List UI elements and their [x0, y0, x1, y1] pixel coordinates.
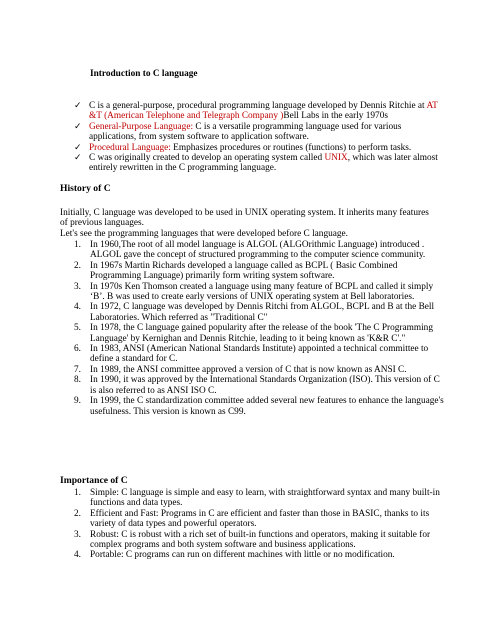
- intro-bullet-list: [70, 101, 442, 174]
- intro-bullet: [70, 122, 442, 143]
- history-paragraph-intro: Let's see the programming languages that were developed before C language.: [60, 229, 348, 239]
- history-item: 9. In 1999, the C standardization committee added several new features to enhance the language's usefulness. This version is known as C99.: [74, 396, 444, 417]
- checkmark-icon: ✓: [74, 101, 82, 111]
- checkmark-icon: ✓: [74, 153, 82, 164]
- intro-bullet: [70, 153, 442, 174]
- history-item: 2. In 1967s Martin Richards developed a language called as BCPL ( Basic Combined Programming Language) primarily form writing system software.: [74, 260, 398, 282]
- history-paragraph: Initially, C language was developed to be used in UNIX operating system. It inherits many features of previous languages.: [60, 208, 429, 229]
- document-title: Introduction to C language: [90, 69, 198, 79]
- checkmark-icon: ✓: [74, 121, 82, 132]
- history-item: 7. In 1989, the ANSI committee approved a version of C that is now known as ANSI C.: [74, 364, 407, 375]
- importance-item: 1. Simple: C language is simple and easy to learn, with straightforward syntax and many built-in functions and data types.: [74, 488, 440, 509]
- history-item: 6. In 1983, ANSI (American National Standards Institute) appointed a technical committee to define a standard for C.: [74, 344, 429, 365]
- checkmark-icon: ✓: [74, 142, 82, 153]
- history-item: 5. In 1978, the C language gained popularity after the release of the book 'The C Programming Language' by Kernighan and Dennis Ritchie, leading to it being known as 'K&R C'.": [74, 323, 433, 344]
- history-item: 4. In 1972, C language was developed by Dennis Ritchi from ALGOL, BCPL and B at the Bell Laboratories. Which referred as "Traditional C": [74, 302, 435, 323]
- history-item: 8. In 1990, it was approved by the International Standards Organization (ISO). This version of C is also referred to as ANSI ISO C.: [74, 375, 440, 396]
- importance-list: [60, 488, 444, 561]
- history-list: [60, 240, 444, 417]
- history-item: 3. In 1970s Ken Thomson created a language using many feature of BCPL and called it simply ‘B’. B was used to create early versions of UNIX operating system at Bell laboratories.: [74, 281, 434, 303]
- importance-heading: Importance of C: [60, 475, 128, 486]
- bullet-text: Procedural Language: Emphasizes procedures or routines (functions) to perform tasks.: [89, 142, 412, 153]
- history-item: 1. In 1960,The root of all model language is ALGOL (ALGOrithmic Language) introduced . ALGOL gave the concept of structured programming to the computer science community.: [74, 240, 426, 261]
- bullet-text: General-Purpose Language: C is a versatile programming language used for various applications, from system software to application software.: [89, 121, 402, 143]
- importance-item: 3. Robust: C is robust with a rich set of built-in functions and operators, making it suitable for complex programs and both system software and business applications.: [74, 529, 431, 551]
- bullet-text: C was originally created to develop an operating system called UNIX, which was later almost entirely rewritten in the C programming language.: [89, 153, 438, 174]
- history-heading: History of C: [60, 183, 111, 194]
- bullet-text: C is a general-purpose, procedural programming language developed by Dennis Ritchie at AT &T (American Telephone and Telegraph Company )Bell Labs in the early 1970s: [89, 101, 438, 122]
- importance-item: 2. Efficient and Fast: Programs in C are efficient and faster than those in BASIC, thanks to its variety of data types and powerful operators.: [74, 508, 430, 530]
- importance-item: 4. Portable: C programs can run on different machines with little or no modification.: [74, 550, 395, 561]
- intro-bullet: [70, 143, 442, 153]
- intro-bullet: [70, 101, 442, 122]
